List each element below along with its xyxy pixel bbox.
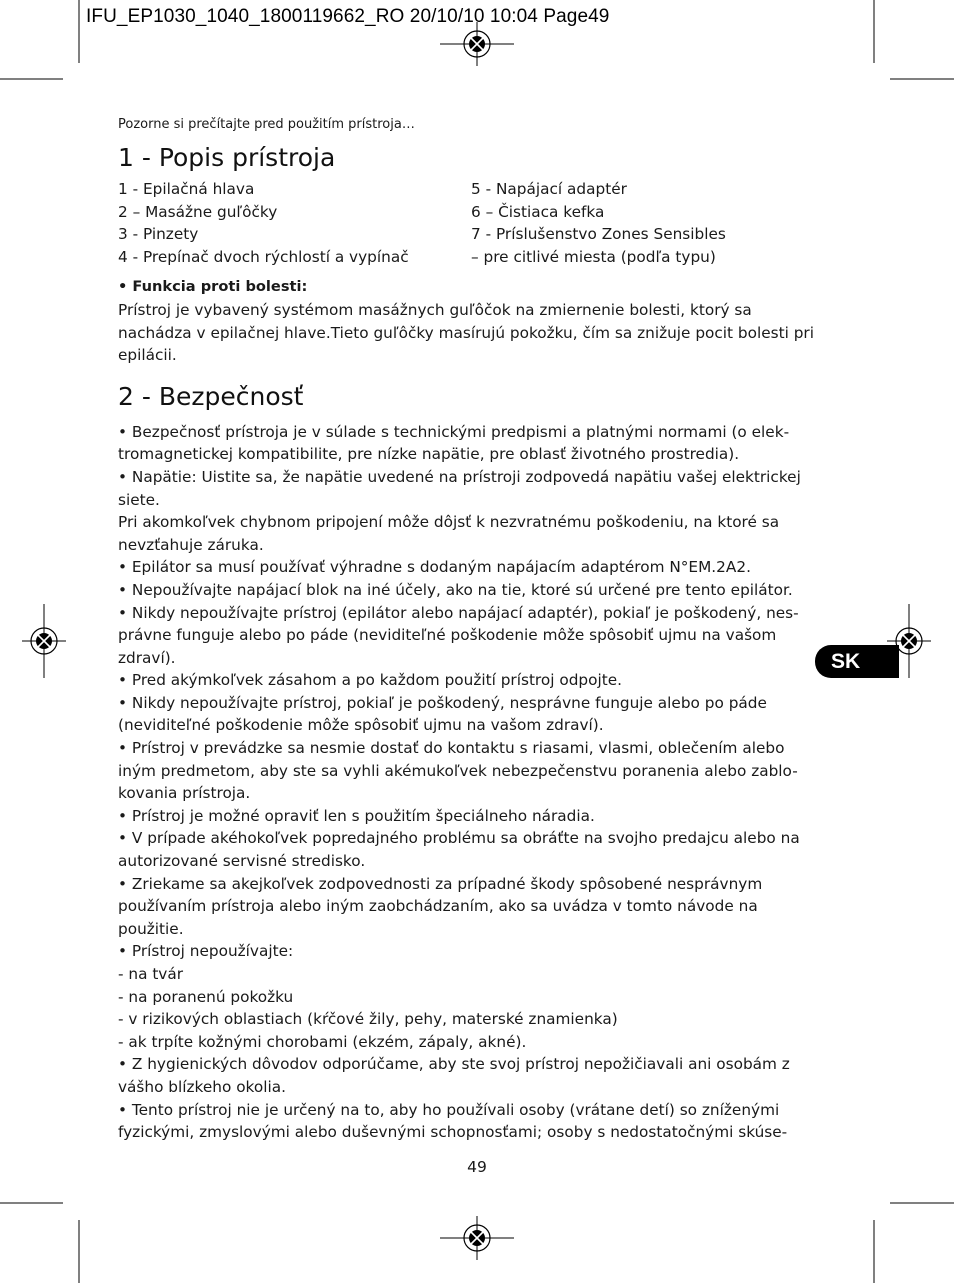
- safety-item: • Pred akýmkoľvek zásahom a po každom použití prístroj odpojte.: [118, 671, 623, 690]
- registration-mark-left: [22, 604, 66, 678]
- safety-item: • Prístroj je možné opraviť len s použitím špeciálneho náradia.: [118, 806, 595, 825]
- section-1-title: 1 - Popis prístroja: [118, 143, 336, 172]
- safety-item: Pri akomkoľvek chybnom pripojení môže dôjsť k nezvratnému poškodeniu, na ktoré sa nevzťahuje záruka.: [118, 513, 780, 554]
- safety-item: • Z hygienických dôvodov odporúčame, aby ste svoj prístroj nepožičiavali ani osobám z vášho blízkeho okolia.: [118, 1055, 790, 1096]
- part-item: 2 – Masážne guľôčky: [118, 202, 278, 221]
- registration-mark-bottom: [440, 1216, 514, 1260]
- safety-item: • Nikdy nepoužívajte prístroj, pokiaľ je poškodený, nesprávne funguje alebo po páde (neviditeľné poškodenie môže spôsobiť ujmu na vašom zdraví).: [118, 693, 767, 735]
- print-slug: IFU_EP1030_1040_1800119662_RO 20/10/10 10:04 Page49: [86, 6, 610, 27]
- safety-item: • Napätie: Uistite sa, že napätie uvedené na prístroji zodpovedá napätiu vašej elektrickej siete.: [118, 467, 801, 509]
- parts-list: [118, 178, 818, 268]
- safety-item: • Bezpečnosť prístroja je v súlade s technickými predpismi a platnými normami (o elek-tromagnetickej kompatibilite, pre nízke napätie, pre oblasť životného prostredia).: [118, 422, 790, 464]
- safety-item: - v rizikových oblastiach (kŕčové žily, pehy, materské znamienka): [118, 1010, 618, 1029]
- part-item: 3 - Pinzety: [118, 225, 199, 244]
- page-body: [118, 116, 818, 1144]
- safety-item: - ak trpíte kožnými chorobami (ekzém, zápaly, akné).: [118, 1032, 527, 1051]
- part-item: 5 - Napájací adaptér: [471, 180, 627, 198]
- safety-item: - na poranenú pokožku: [118, 987, 294, 1006]
- feature-text: Prístroj je vybavený systémom masážnych guľôčok na zmiernenie bolesti, ktorý sa nachádza v epilačnej hlave.Tieto guľôčky masírujú pokožku, čím sa znižuje pocit bolesti pri epilácii.: [118, 300, 814, 365]
- page-number: 49: [467, 1158, 487, 1176]
- safety-list: [118, 421, 818, 1144]
- part-item: 6 – Čistiaca kefka: [471, 202, 605, 221]
- safety-item: • Prístroj nepoužívajte:: [118, 942, 294, 961]
- part-item: 1 - Epilačná hlava: [118, 180, 255, 198]
- safety-item: - na tvár: [118, 965, 184, 983]
- pre-note: Pozorne si prečítajte pred použitím prístroja…: [118, 117, 415, 132]
- safety-item: • Nepoužívajte napájací blok na iné účely, ako na tie, ktoré sú určené pre tento epilátor.: [118, 580, 793, 599]
- part-item: 4 - Prepínač dvoch rýchlostí a vypínač: [118, 247, 409, 266]
- part-item: 7 - Príslušenstvo Zones Sensibles: [471, 225, 726, 244]
- safety-item: • V prípade akéhokoľvek popredajného problému sa obráťte na svojho predajcu alebo na autorizované servisné stredisko.: [118, 829, 800, 871]
- language-tab: SK: [815, 645, 899, 678]
- registration-mark-top: [440, 22, 514, 66]
- section-2-title: 2 - Bezpečnosť: [118, 381, 304, 411]
- safety-item: • Nikdy nepoužívajte prístroj (epilátor alebo napájací adaptér), pokiaľ je poškodený, nes-právne funguje alebo po páde (neviditeľné poškodenie môže spôsobiť ujmu na vašom zdraví).: [118, 603, 799, 667]
- feature-title: • Funkcia proti bolesti:: [118, 278, 308, 296]
- safety-item: • Prístroj v prevádzke sa nesmie dostať do kontaktu s riasami, vlasmi, oblečením alebo iným predmetom, aby ste sa vyhli akémukoľvek nebezpečenstvu poranenia alebo zablo-kovania prístroja.: [118, 739, 798, 803]
- safety-item: • Zriekame sa akejkoľvek zodpovednosti za prípadné škody spôsobené nesprávnym používaním prístroja alebo iným zaobchádzaním, ako sa uvádza v tomto návode na použitie.: [118, 874, 763, 938]
- part-item: – pre citlivé miesta (podľa typu): [471, 247, 716, 266]
- safety-item: • Epilátor sa musí používať výhradne s dodaným napájacím adaptérom N°EM.2A2.: [118, 558, 751, 577]
- safety-item: • Tento prístroj nie je určený na to, aby ho používali osoby (vrátane detí) so zníženými fyzickými, zmyslovými alebo duševnými schopnosťami; osoby s nedostatočnými skúse-: [118, 1100, 788, 1142]
